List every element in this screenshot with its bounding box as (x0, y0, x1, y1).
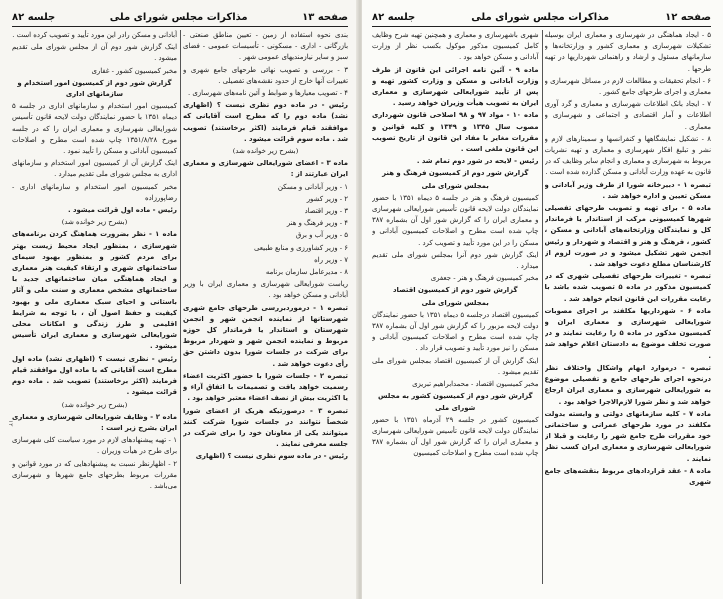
paragraph: اینک گزارش آن از کمیسیون امور استخدام و سازمانهای اداری به مجلس شورای ملی تقدیم میدارد . (12, 159, 177, 179)
paragraph: ماده ۹ - آئین نامه اجرائی این قانون از طرف وزارت آبادانی و مسکن و وزارت کشور تهیه و پس از تأیید شورایعالی شهرسازی و معماری ایران به تصویب هیأت وزیران خواهد رسید . (372, 65, 539, 108)
paragraph: بمجلس شورای ملی (421, 181, 489, 190)
paragraph: رئیس - لایحه در شور دوم تمام شد . (416, 157, 539, 166)
paragraph: ماده ۲ - وظایف شورایعالی شهرسازی و معماری ایران بشرح زیر است : (12, 412, 177, 432)
left-header-title: مذاکرات مجلس شورای ملی (109, 12, 248, 23)
paragraph: مخبر کمیسیون امور استخدام و سازمانهای اداری - رضاپورزاده (12, 182, 177, 202)
paragraph: ۵ - ایجاد هماهنگی در شهرسازی و معماری ایران بوسیله تشکیلات شهرسازی و معماری کشور و وزارتخانه‌ها و سازمانهای مسئول و ارشاد و راهنمائی شهرداریها در تهیه طرحها . (544, 31, 711, 73)
paragraph: بمجلس شورای ملی (421, 298, 489, 307)
paragraph: ۵ - وزیر آب و برق (295, 231, 348, 240)
paragraph: ۳ - بررسی و تصویب نهائی طرحهای جامع شهری و تغییرات آنها خارج از حدود نقشه‌های تفصیلی . (183, 65, 348, 85)
paragraph: ۷ - وزیر راه (314, 255, 348, 264)
left-header-page-number: صفحه ۱۳ (302, 12, 348, 23)
left-page-header (12, 10, 348, 27)
paragraph: شهری باشهرسازی و معماری و همچنین تهیه شرح وظایف کامل کمیسیون مذکور موکول بکسب نظر از وزارت آبادانی و مسکن خواهد بود . (372, 31, 539, 62)
left-page (0, 0, 358, 599)
right-page-column-left (372, 30, 539, 596)
paragraph: ۶ - وزیر کشاورزی و منابع طبیعی (254, 243, 348, 252)
paragraph: (بشرح زیر خوانده شد) (232, 147, 299, 156)
left-page-columns (12, 30, 348, 596)
right-page-header (372, 10, 711, 27)
column-divider (542, 30, 543, 584)
paragraph: ۲ - اظهارنظر نسبت به پیشنهادهایی که در مورد قوانین و مقررات مربوط بطرحهای جامع شهرها و شهرسازی می‌باشد . (12, 459, 177, 490)
paragraph: ۴ - تصویب معیارها و ضوابط و آئین نامه‌های شهرسازی . (188, 89, 348, 98)
paragraph: ماده ۱ - نظر بضرورت هماهنگ کردن برنامه‌های شهرسازی ، بمنظور ایجاد محیط زیست بهتر برای مردم کشور و بمنظور بهبود سیمای ساختمانهای شهری و ارتقاء کیفیت هنر معماری و ایجاد هماهنگی میان ساختمانهای جدید با ساختمانهای مشخص معماری و سنت ملی و آثار باستانی و احیای سبک معماری ملی و بهبود کیفیت و حفظ اصول آن ، با توجه به شرایط اقلیمی و طرز زندگی و امکانات محلی شورایعالی شهرسازی و معماری ایران تأسیس میشود . (12, 230, 177, 351)
paragraph: کمیسیون اقتصاد درجلسه ۵ دیماه ۱۳۵۱ با حضور نمایندگان دولت لایحه مزبور را که گزارش شور اول آن بشماره ۳۸۷ چاپ شده است مطرح و اصلاحات کمیسیون آبادانی و مسکن را نیز مورد تأیید و تصویب قرار داد . (372, 310, 539, 353)
paragraph: ۶ - انجام تحقیقات و مطالعات لازم در مسائل شهرسازی و معماری و اجرای طرحهای جامع کشور . (544, 76, 711, 97)
margin-note: ۱۲ (7, 420, 14, 427)
paragraph: گزارش شور دوم از کمیسیون فرهنگ و هنر (382, 169, 529, 178)
paragraph: تبصره - درموارد ابهام واشکال واختلاف نظر درنحوه اجرای طرحهای جامع و تفصیلی موضوع به شورایعالی شهرسازی و معماری ایران ارجاع خواهد شد و نظر شورا لازم‌الاجرا خواهد بود . (544, 363, 711, 406)
paragraph: کمیسیون امور استخدام و سازمانهای اداری در جلسه ۵ دیماه ۱۳۵۱ با حضور نمایندگان دولت لایحه قانون تأسیس شورایعالی شهرسازی و معماری ایران را که در جلسه مورخ ۱۳۵۱/۸/۲۸ چاپ شده است مطرح و اصلاحات کمیسیون آبادانی و مسکن را تأیید نمود . (12, 102, 177, 156)
paragraph: ماده ۵ - برای تهیه و تصویب طرحهای تفصیلی شهرها کمیسیونی مرکب از استاندار یا فرماندار کل و نمایندگان وزارتخانه‌های آبادانی و مسکن ، کشور ، فرهنگ و هنر و اقتصاد و شهردار و رئیس انجمن شهر تشکیل میشود و در صورت لزوم از کارشناسان مطلع دعوت خواهد شد . (544, 204, 711, 269)
paragraph: ۳ - وزیر اقتصاد (304, 207, 348, 216)
paragraph: رئیس - در ماده سوم نظری نیست ؟ (اظهاری (195, 452, 348, 461)
paragraph: مخبر کمیسیون کشور - غفاری (91, 66, 177, 75)
paragraph: گزارش شور دوم از کمیسیون کشور به مجلس شورای ملی (377, 392, 533, 412)
paragraph: ماده ۸ - عقد قراردادهای مربوط بنقشه‌های جامع شهری (544, 466, 711, 486)
paragraph: ریاست شورایعالی شهرسازی و معماری ایران با وزیر آبادانی و مسکن خواهد بود . (183, 280, 348, 300)
left-page-column-right (183, 30, 348, 596)
paragraph: ماده ۶ - شهرداریها مکلفند بر اجرای مصوبات شورایعالی شهرسازی و معماری ایران و کمیسیون مذکور در ماده ۵ را رعایت نمایند و در صورت تخلف موضوع به دادستان اعلام خواهد شد . (544, 306, 711, 360)
paragraph: آبادانی و مسکن رادر این مورد تأیید و تصویب کرده است . (12, 31, 177, 39)
paragraph: ماده ۱۰ - مواد ۹۷ و ۹۸ اصلاحی قانون شهرداری مصوب سال ۱۳۴۵ و ۱۳۴۹ و کلیه قوانین و مقررات مغایر با مفاد این قانون از تاریخ تصویب این قانون ملغی است . (372, 111, 539, 154)
left-header-session: جلسه ۸۲ (12, 12, 56, 23)
paragraph: کمیسیون فرهنگ و هنر در جلسه ۵ دیماه ۱۳۵۱ با حضور نمایندگان دولت لایحه قانون تأسیس شورایعالی شهرسازی و معماری ایران را که گزارش شور اول آن بشماره ۳۸۷ چاپ شده است مطرح و اصلاحات کمیسیون آبادانی و مسکن را در این مورد تأیید و تصویب کرد . (372, 193, 539, 247)
right-page-columns (372, 30, 711, 596)
paragraph: ۷ - ایجاد بانک اطلاعات شهرسازی و معماری و گرد آوری اطلاعات و آمار اقتصادی و اجتماعی و شهرسازی و معماری . (544, 100, 711, 131)
paragraph: تبصره ۱ - درموردبررسی طرحهای جامع شهری شهرستانها از نماینده انجمن شهر و انجمن شهرستان و استاندار یا فرماندار کل حوزه مربوط و نماینده انجمن شهر و شهردار مربوط برای شرکت در جلسات شورا بدون داشتن حق رأی دعوت خواهد شد . (183, 303, 348, 368)
paragraph: مخبر کمیسیون فرهنگ و هنر - جعفری (430, 274, 539, 283)
paragraph: گزارش شور دوم از کمیسیون اقتصاد (393, 286, 518, 295)
right-page-column-right (545, 30, 712, 596)
right-header-title: مذاکرات مجلس شورای ملی (471, 12, 610, 23)
right-page (362, 0, 723, 599)
paragraph: ۸ - مدیرعامل سازمان برنامه (265, 268, 348, 277)
paragraph: اینک گزارش آن از کمیسیون اقتصاد بمجلس شورای ملی تقدیم میشود . (372, 356, 539, 376)
paragraph: اینک گزارش شور دوم آنرا بمجلس شورای ملی تقدیم میدارد . (372, 250, 539, 271)
paragraph: بندی نحوه استفاده از زمین - تعیین مناطق صنعتی - بازرگانی - اداری - مسکونی - تأسیسات عمومی - فضای سبز و سایر نیازمندیهای عمومی شهر . (183, 31, 348, 62)
paragraph: تبصره ۲ - جلسات شورا با حضور اکثریت اعضاء رسمیت خواهد یافت و تصمیمات با اتفاق آراء و یا اکثریت بیش از نصف اعضاء معتبر خواهد بود . (183, 371, 348, 403)
paragraph: گزارش شور دوم از کمیسیون امور استخدام و سازمانهای اداری (17, 78, 172, 99)
paragraph: مخبر کمیسیون اقتصاد - محمدابراهیم تبریزی (412, 380, 539, 389)
paragraph: ۱ - تهیه پیشنهادهای لازم در مورد سیاست کلی شهرسازی برای طرح در هیأت وزیران . (12, 436, 177, 456)
right-header-session: جلسه ۸۲ (372, 12, 416, 23)
paragraph: تبصره - تغییرات طرحهای تفصیلی شهری که در کمیسیون مذکور در ماده ۵ تصویب شده باشد با رعایت مقررات این قانون انجام خواهد شد . (544, 272, 711, 303)
paragraph: رئیس - ماده اول قرائت میشود . (67, 206, 177, 215)
paragraph: ماده ۷ - کلیه سازمانهای دولتی و وابسته بدولت مکلفند در مورد طرحهای عمرانی و ساختمانی خود مقررات طرح جامع شهر را رعایت و قبلا از شورایعالی شهرسازی و معماری ایران کسب نظر نمایند . (544, 409, 711, 463)
paragraph: اینک گزارش شور دوم آن از مجلس شورای ملی تقدیم میشود . (12, 43, 177, 63)
paragraph: رئیس - نظری نیست ؟ (اظهاری نشد) ماده اول مطرح است آقایانی که با ماده اول موافقند قیام فرمایند (اکثر برخاستند) تصویب شد . ماده دوم قرائت میشود . (12, 354, 177, 397)
paragraph: (بشرح زیر خوانده شد) (61, 218, 128, 227)
paragraph: ۱ - وزیر آبادانی و مسکن (277, 182, 348, 191)
left-page-column-left (12, 30, 177, 596)
paragraph: ۴ - وزیر فرهنگ و هنر (286, 219, 348, 228)
paragraph: تبصره ۱ - دبیرخانه شورا از طرف وزیر آبادانی و مسکن تعیین و اداره خواهد شد . (544, 180, 711, 200)
paragraph: ۲ - وزیر کشور (306, 194, 348, 203)
paragraph: ماده ۳ - اعضای شورایعالی شهرسازی و معماری ایران عبارتند از : (183, 159, 348, 179)
paragraph: (بشرح زیر خوانده شد) (61, 400, 128, 409)
paragraph: تبصره ۳ - درصورتیکه هریک از اعضای شورا شخصاً نتوانند در جلسات شورا شرکت کنند میتوانند یکی از معاونان خود را برای شرکت در جلسه معرفی نمایند . (183, 406, 348, 449)
column-divider (180, 30, 181, 584)
paragraph: ۸ - تشکیل نمایشگاهها و کنفرانسها و سمینارهای لازم و نشر و تبلیغ افکار شهرسازی و معماری و تهیه نشریات مربوط به شهرسازی و معماری و انجام سایر وظایف که در قانون به عهده وزارت آبادانی و مسکن گذارده شده است . (544, 134, 711, 177)
paragraph: کمیسیون کشور در جلسه ۲۹ آذرماه ۱۳۵۱ با حضور نمایندگان دولت لایحه قانون تأسیس شورایعالی شهرسازی و معماری ایران را که گزارش شور اول آن بشماره ۳۸۷ چاپ شده است مطرح و اصلاحات کمیسیون (372, 415, 539, 458)
right-header-page-number: صفحه ۱۲ (665, 12, 711, 23)
paragraph: رئیس - در ماده دوم نظری نیست ؟ (اظهاری نشد) ماده دوم را که مطرح است آقایانی که موافقند قیام فرمایند (اکثر برخاستند) تصویب شد . ماده سوم قرائت میشود . (183, 101, 348, 143)
